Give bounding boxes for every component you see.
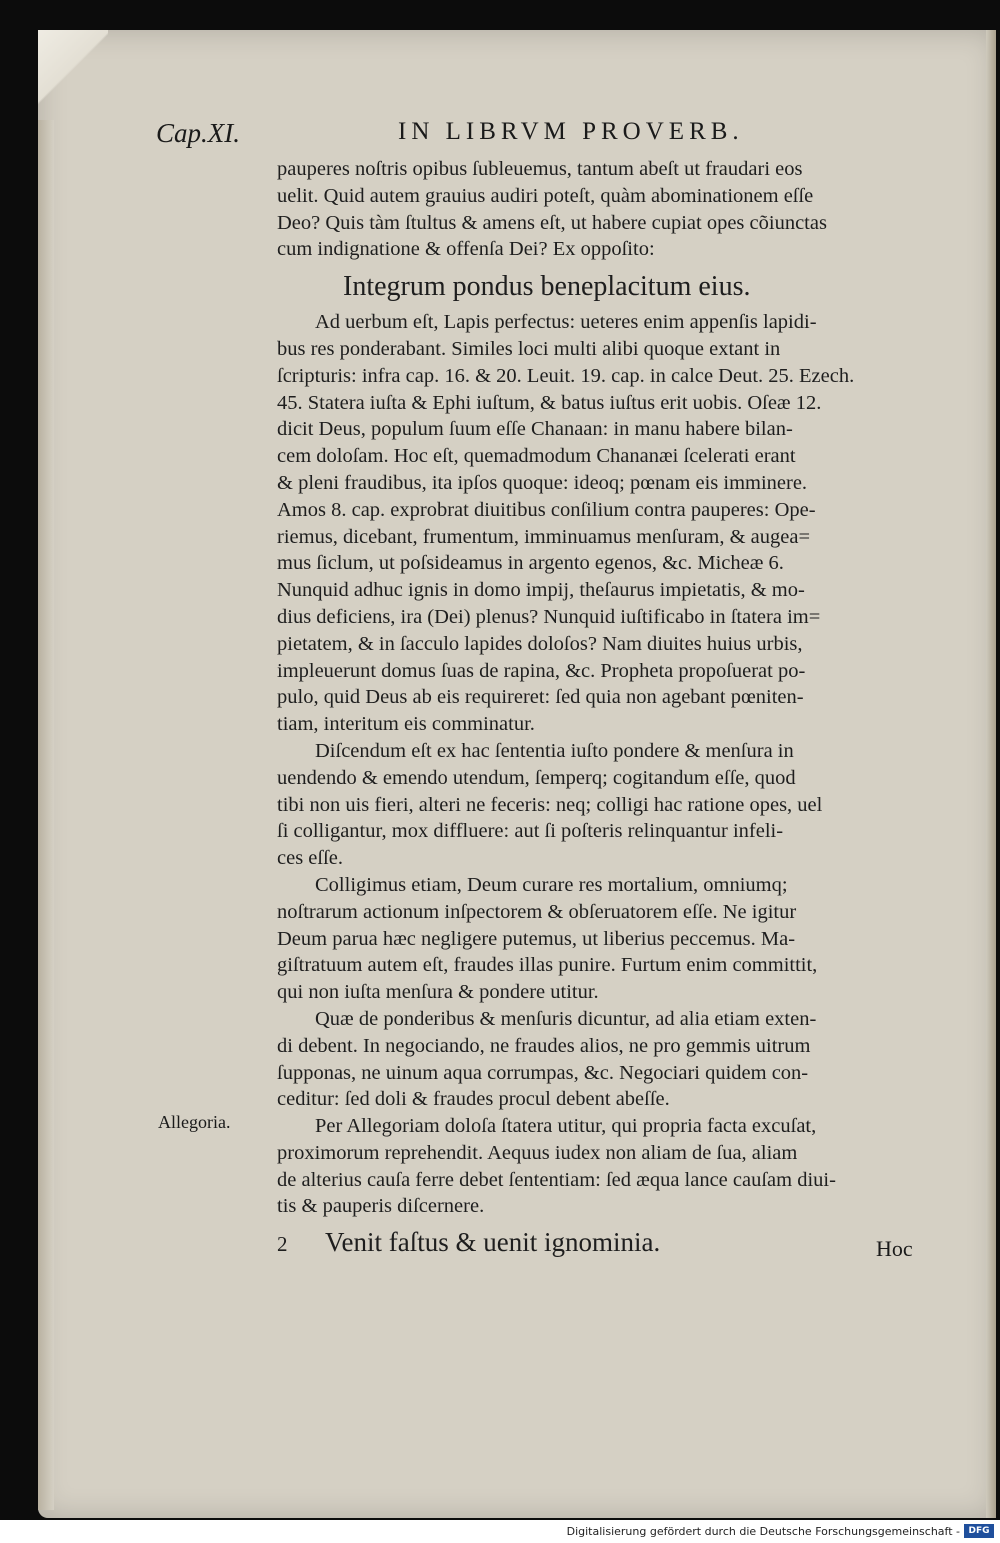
text-line: Quæ de ponderibus & menſuris dicuntur, ad alia etiam exten- bbox=[315, 1007, 817, 1030]
text-line: Deo? Quis tàm ſtultus & amens eſt, ut habere cupiat opes cõiunctas bbox=[277, 211, 827, 234]
text-line: ſi colligantur, mox diffluere: aut ſi poſteris relinquantur infeli- bbox=[277, 820, 784, 843]
text-line: pulo, quid Deus ab eis requireret: ſed quia non agebant pœniten- bbox=[277, 686, 804, 709]
text-line: Amos 8. cap. exprobrat diuitibus conſilium contra pauperes: Ope- bbox=[277, 498, 816, 521]
running-title: IN LIBRVM PROVERB. bbox=[398, 118, 744, 145]
text-line: proximorum reprehendit. Aequus iudex non aliam de ſua, aliam bbox=[277, 1141, 798, 1164]
text-line: bus res ponderabant. Similes loci multi alibi quoque extant in bbox=[277, 337, 781, 360]
text-line: ceditur: ſed doli & fraudes procul debent abeſſe. bbox=[277, 1088, 670, 1111]
text-line: impleuerunt domus ſuas de rapina, &c. Propheta propoſuerat po- bbox=[277, 659, 806, 682]
text-line: mus ſiclum, ut poſsideamus in argento egenos, &c. Micheæ 6. bbox=[277, 552, 784, 575]
footer-bar bbox=[0, 1520, 1000, 1543]
text-line: uendendo & emendo utendum, ſemperq; cogitandum eſſe, quod bbox=[277, 766, 796, 789]
page-edge bbox=[986, 30, 996, 1518]
text-line: riemus, dicebant, frumentum, imminuamus menſuram, & augea= bbox=[277, 525, 811, 548]
text-line: tibi non uis fieri, alteri ne feceris: neq; colligi hac ratione opes, uel bbox=[277, 793, 823, 816]
text-line: Colligimus etiam, Deum curare res mortalium, omniumq; bbox=[315, 873, 788, 896]
page-gutter-shadow bbox=[38, 120, 54, 1510]
text-line: Ad uerbum eſt, Lapis perfectus: ueteres enim appenſis lapidi- bbox=[315, 311, 817, 334]
text-line: pauperes noſtris opibus ſubleuemus, tantum abeſt ut fraudari eos bbox=[277, 158, 803, 180]
text-line: dius deficiens, ira (Dei) plenus? Nunquid iuſtificabo in ſtatera im= bbox=[277, 605, 821, 628]
text-line: Deum parua hæc negligere putemus, ut liberius peccemus. Ma- bbox=[277, 927, 796, 950]
text-line: dicit Deus, populum ſuum eſſe Chanaan: in manu habere bilan- bbox=[277, 418, 793, 441]
text-line: di debent. In negociando, ne fraudes alios, ne pro gemmis uitrum bbox=[277, 1034, 811, 1057]
text-line: tiam, interitum eis comminatur. bbox=[277, 713, 535, 736]
text-line: qui non iuſta menſura & pondere utitur. bbox=[277, 981, 599, 1004]
verse-text: Venit faſtus & uenit ignominia. bbox=[325, 1227, 661, 1258]
text-line: cum indignatione & offenſa Dei? Ex oppoſito: bbox=[277, 238, 655, 261]
text-line: de alterius cauſa ferre debet ſententiam: ſed æqua lance cauſam diui- bbox=[277, 1168, 836, 1191]
text-line: Diſcendum eſt ex hac ſententia iuſto pondere & menſura in bbox=[315, 739, 794, 762]
text-line: ſupponas, ne uinum aqua corrumpas, &c. Negociari quidem con- bbox=[277, 1061, 809, 1084]
catchword: Hoc bbox=[876, 1236, 913, 1261]
text-line: & pleni fraudibus, ita ipſos quoque: ideoq; pœnam eis imminere. bbox=[277, 471, 808, 494]
text-line: uelit. Quid autem grauius audiri poteſt, quàm abominationem eſſe bbox=[277, 184, 814, 207]
text-line: pietatem, & in ſacculo lapides doloſos? Nam diuites huius urbis, bbox=[277, 632, 803, 655]
dog-ear-corner bbox=[38, 30, 108, 110]
chapter-header: Cap.XI. bbox=[156, 118, 240, 148]
dfg-logo: DFG bbox=[964, 1524, 994, 1538]
verse-number: 2 bbox=[277, 1232, 288, 1257]
main-text-block bbox=[277, 156, 922, 1262]
text-line: giſtratuum autem eſt, fraudes illas punire. Furtum enim committit, bbox=[277, 954, 818, 977]
margin-note: Allegoria. bbox=[158, 1112, 231, 1132]
footer-credit: Digitalisierung gefördert durch die Deutsche Forschungsgemeinschaft - bbox=[566, 1525, 960, 1538]
text-line: ſcripturis: infra cap. 16. & 20. Leuit. 19. cap. in calce Deut. 25. Ezech. bbox=[277, 364, 855, 387]
verse-line bbox=[277, 1224, 922, 1262]
verse-heading: Integrum pondus beneplacitum eius. bbox=[343, 271, 751, 303]
text-line: ces eſſe. bbox=[277, 847, 344, 870]
text-line: cem doloſam. Hoc eſt, quemadmodum Chananæi ſcelerati erant bbox=[277, 445, 796, 468]
text-line: tis & pauperis diſcernere. bbox=[277, 1195, 485, 1218]
text-line: 45. Statera iuſta & Ephi iuſtum, & batus iuſtus erit uobis. Oſeæ 12. bbox=[277, 391, 822, 414]
text-line: noſtrarum actionum inſpectorem & obſeruatorem eſſe. Ne igitur bbox=[277, 900, 797, 923]
text-line: Nunquid adhuc ignis in domo impij, theſaurus impietatis, & mo- bbox=[277, 579, 805, 602]
text-line: Per Allegoriam doloſa ſtatera utitur, qui propria facta excuſat, bbox=[315, 1115, 817, 1138]
